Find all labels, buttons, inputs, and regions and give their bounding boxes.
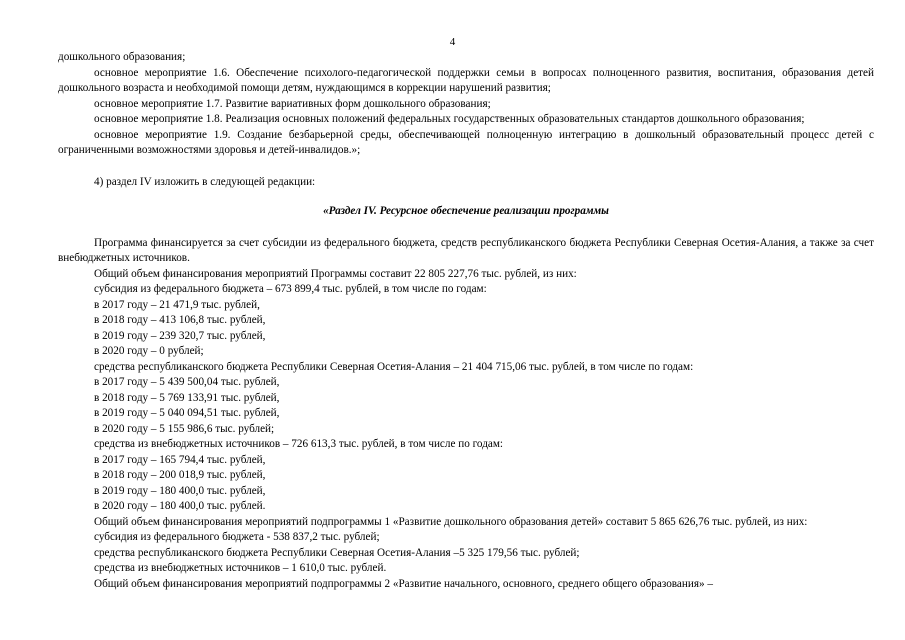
- republic-2019: в 2019 году – 5 040 094,51 тыс. рублей,: [94, 407, 280, 419]
- subprogram-1-republic: средства республиканского бюджета Республики Северная Осетия-Алания –5 325 179,56 тыс. рублей;: [94, 546, 580, 559]
- activity-1-6: основное мероприятие 1.6. Обеспечение психолого-педагогической поддержки семьи в вопросах полноценного развития, воспитания, образования детей дошкольного возраста и необходимой помощи детям, нуждающимся в коррекции нарушений развития;: [58, 66, 874, 94]
- amendment-item-4: 4) раздел IV изложить в следующей редакции:: [94, 175, 316, 188]
- republic-2020: в 2020 году – 5 155 986,6 тыс. рублей;: [94, 422, 275, 435]
- extrabudgetary-2018: в 2018 году – 200 018,9 тыс. рублей,: [94, 469, 266, 481]
- subprogram-1-federal: субсидия из федерального бюджета - 538 837,2 тыс. рублей;: [94, 531, 380, 543]
- subprogram-1-total: Общий объем финансирования мероприятий подпрограммы 1 «Развитие дошкольного образования детей» составит 5 865 626,76 тыс. рублей, из них:: [94, 515, 808, 528]
- federal-2019: в 2019 году – 239 320,7 тыс. рублей,: [94, 329, 266, 342]
- page-number: 4: [449, 36, 456, 48]
- federal-2017: в 2017 году – 21 471,9 тыс. рублей,: [94, 298, 260, 311]
- republic-2018: в 2018 году – 5 769 133,91 тыс. рублей,: [94, 391, 280, 404]
- extrabudgetary-total: средства из внебюджетных источников – 726 613,3 тыс. рублей, в том числе по годам:: [94, 438, 504, 450]
- federal-2020: в 2020 году – 0 рублей;: [94, 345, 204, 357]
- activity-1-7: основное мероприятие 1.7. Развитие вариативных форм дошкольного образования;: [94, 97, 491, 110]
- extrabudgetary-2017: в 2017 году – 165 794,4 тыс. рублей,: [94, 453, 266, 466]
- document-body: [58, 50, 874, 592]
- paragraph-line: дошкольного образования;: [58, 51, 186, 63]
- federal-2018: в 2018 году – 413 106,8 тыс. рублей,: [94, 314, 266, 326]
- republic-budget-total: средства республиканского бюджета Республики Северная Осетия-Алания – 21 404 715,06 тыс. рублей, в том числе по годам:: [94, 360, 694, 373]
- total-funding: Общий объем финансирования мероприятий Программы составит 22 805 227,76 тыс. рублей, из них:: [94, 267, 577, 280]
- section-heading: «Раздел IV. Ресурсное обеспечение реализации программы: [323, 205, 609, 217]
- subprogram-2-total: Общий объем финансирования мероприятий подпрограммы 2 «Развитие начального, основного, среднего общего образования» –: [94, 577, 713, 590]
- activity-1-9: основное мероприятие 1.9. Создание безбарьерной среды, обеспечивающей полноценную интеграцию в дошкольный образовательный процесс детей с ограниченными возможностями здоровья и детей-инвалидов.»;: [58, 128, 874, 156]
- subprogram-1-extrabudgetary: средства из внебюджетных источников – 1 610,0 тыс. рублей.: [94, 562, 387, 574]
- funding-sources-paragraph: Программа финансируется за счет субсидии из федерального бюджета, средств республиканского бюджета Республики Северная Осетия-Алания, а также за счет внебюджетных источников.: [58, 236, 874, 264]
- activity-1-8: основное мероприятие 1.8. Реализация основных положений федеральных государственных образовательных стандартов дошкольного образования;: [94, 113, 805, 125]
- extrabudgetary-2020: в 2020 году – 180 400,0 тыс. рублей.: [94, 500, 266, 512]
- extrabudgetary-2019: в 2019 году – 180 400,0 тыс. рублей,: [94, 484, 266, 497]
- republic-2017: в 2017 году – 5 439 500,04 тыс. рублей,: [94, 376, 280, 388]
- federal-subsidy-total: субсидия из федерального бюджета – 673 899,4 тыс. рублей, в том числе по годам:: [94, 283, 487, 295]
